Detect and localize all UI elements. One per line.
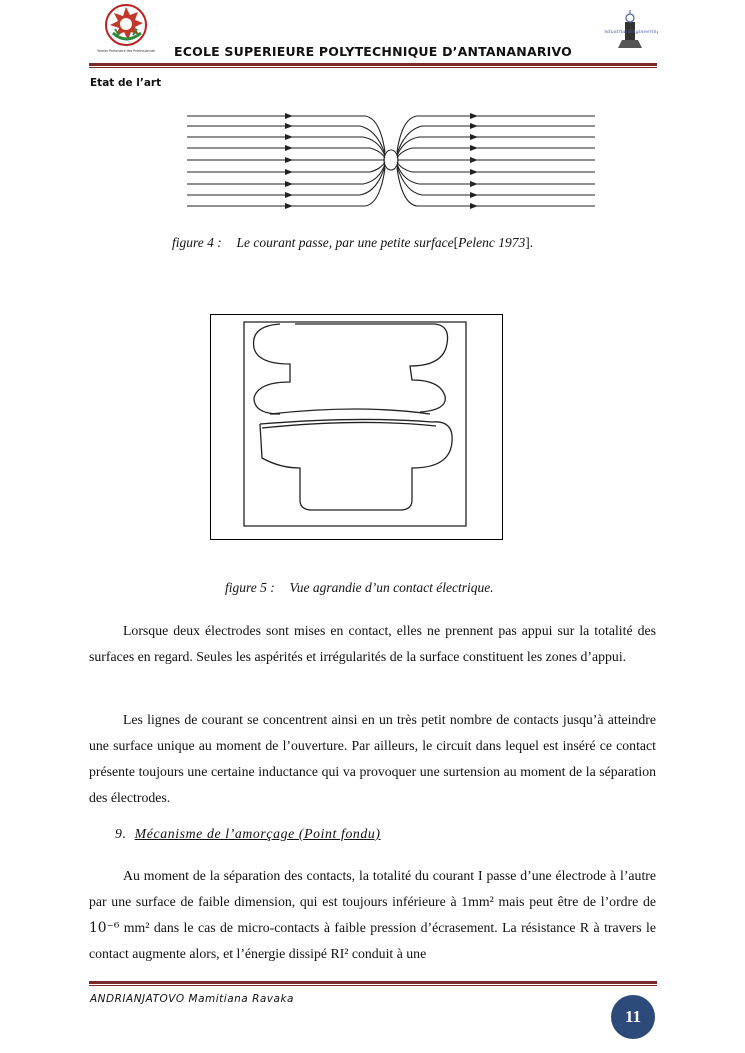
- figure-5-caption: [225, 580, 494, 596]
- page-number-badge: 11: [611, 995, 655, 1039]
- footer-rule: [89, 981, 657, 984]
- footer-author: ANDRIANJATOVO Mamitiana Ravaka: [90, 993, 294, 1005]
- figure-4-label: figure 4 :: [172, 235, 222, 250]
- figure-5-caption-text: Vue agrandie d’un contact électrique.: [289, 580, 494, 595]
- paragraph-3-part-b: mm² dans le cas de micro-contacts à faible pression d’écrasement. La résistance R à travers le contact augmente alors, et l’énergie dissipé RI² conduit à une: [89, 920, 656, 961]
- paragraph-3-part-a: Au moment de la séparation des contacts, la totalité du courant I passe d’une électrode à l’autre par une surface de faible dimension, qui est toujours inférieure à 1mm² mais peut être de l’ordre de: [89, 868, 656, 909]
- figure-5-label: figure 5 :: [225, 580, 275, 595]
- header-rule: [89, 63, 657, 66]
- figure-4-current-lines: [185, 112, 597, 210]
- figure-4-ref-open: [: [453, 235, 459, 250]
- right-logo-text: Industrial Engineering: [604, 29, 658, 35]
- figure-4-ref-close: ].: [525, 235, 534, 250]
- section-heading-number: 9.: [115, 826, 127, 841]
- section-heading-9: [115, 826, 381, 842]
- section-label: Etat de l’art: [90, 77, 162, 89]
- paragraph-3-math: 10⁻⁶: [89, 920, 120, 936]
- header-rule-thin: [89, 67, 657, 68]
- header-title: ECOLE SUPERIEURE POLYTECHNIQUE D’ANTANANARIVO: [174, 44, 572, 59]
- figure-4-caption: [172, 235, 533, 251]
- paragraph-1: Lorsque deux électrodes sont mises en contact, elles ne prennent pas appui sur la totalité des surfaces en regard. Seules les aspérités et irrégularités de la surface constituent les zones d’appui.: [89, 623, 656, 664]
- figure-5-contact-drawing: [240, 318, 470, 530]
- paragraph-2: Les lignes de courant se concentrent ainsi en un très petit nombre de contacts jusqu’à atteindre une surface unique au moment de l’ouverture. Par ailleurs, le circuit dans lequel est inséré ce contact présente toujours une certaine inductance qui va provoquer une surtension au moment de la séparation des électrodes.: [89, 712, 656, 805]
- footer-rule-thin: [89, 985, 657, 986]
- section-heading-text: Mécanisme de l’amorçage (Point fondu): [134, 826, 381, 841]
- left-logo-slogan: Premier Partenaire des Professionnels: [97, 49, 155, 53]
- paragraph-3: [89, 863, 656, 967]
- figure-4-caption-text: Le courant passe, par une petite surface: [236, 235, 454, 250]
- figure-4-reference: Pelenc 1973: [458, 235, 526, 250]
